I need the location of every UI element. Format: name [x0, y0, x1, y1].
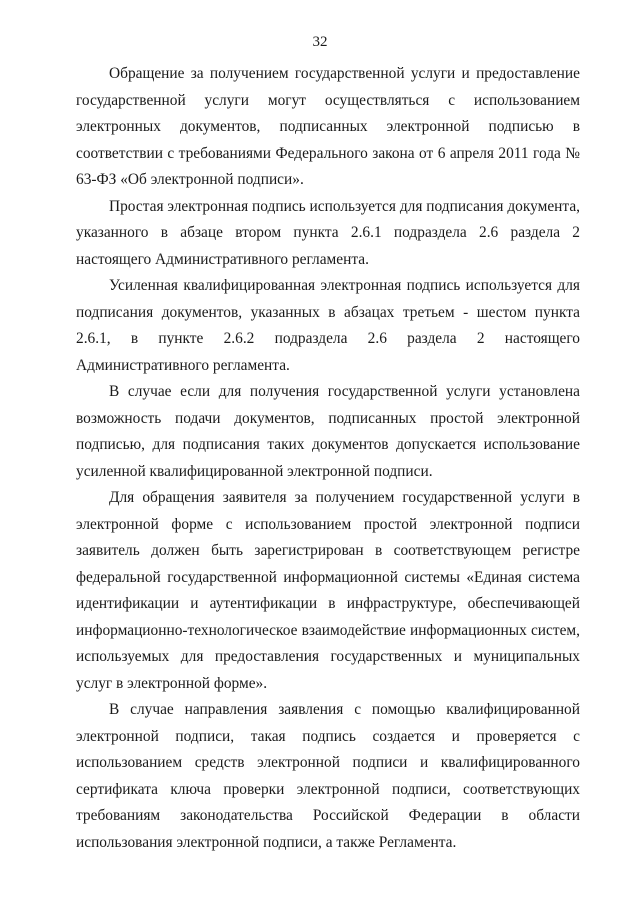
paragraph-qualified-signature-verification: В случае направления заявления с помощью квалифицированной электронной подписи, такая подпись создается и проверяется с использованием средств электронной подписи и квалифицированного сертификата ключа проверки электронной подписи, соответствующих требованиям законодательства Российской Федерации в области использования электронной подписи, а также Регламента.	[76, 701, 580, 851]
paragraph-simple-signature-allowed: В случае если для получения государственной услуги установлена возможность подачи документов, подписанных простой электронной подписью, для подписания таких документов допускается использование усиленной квалифицированной электронной подписи.	[76, 383, 580, 480]
document-body	[76, 61, 580, 856]
paragraph-qualified-signature: Усиленная квалифицированная электронная подпись используется для подписания документов, указанных в абзацах третьем - шестом пункта 2.6.1, в пункте 2.6.2 подраздела 2.6 раздела 2 настоящего Административного регламента.	[76, 277, 580, 374]
paragraph-simple-signature: Простая электронная подпись используется для подписания документа, указанного в абзаце втором пункта 2.6.1 подраздела 2.6 раздела 2 настоящего Административного регламента.	[76, 197, 580, 268]
paragraph-electronic-documents: Обращение за получением государственной услуги и предоставление государственной услуги могут осуществляться с использованием электронных документов, подписанных электронной подписью в соответствии с требованиями Федерального закона от 6 апреля 2011 года № 63-ФЗ «Об электронной подписи».	[76, 65, 580, 188]
page-number: 32	[312, 34, 328, 50]
paragraph-esia-registration: Для обращения заявителя за получением государственной услуги в электронной форме с использованием простой электронной подписи заявитель должен быть зарегистрирован в соответствующем регистре федеральной государственной информационной системы «Единая система идентификации и аутентификации в инфраструктуре, обеспечивающей информационно-технологическое взаимодействие информационных систем, используемых для предоставления государственных и муниципальных услуг в электронной форме».	[76, 489, 580, 692]
